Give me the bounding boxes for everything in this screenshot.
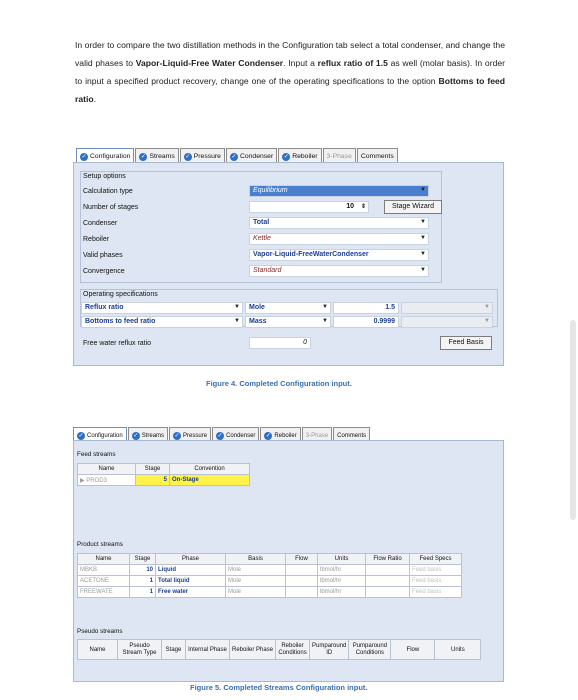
stages-input[interactable]: 10 ⇕: [249, 201, 369, 213]
stream-name: ▶ PROD3: [78, 475, 136, 486]
tab-comments[interactable]: Comments: [333, 427, 370, 441]
stream-name: MBKB: [78, 565, 130, 576]
dropdown-arrow-icon: ▼: [234, 318, 240, 324]
tab-reboiler[interactable]: ✓ Reboiler: [260, 427, 300, 441]
column-header: Reboiler Conditions: [276, 640, 310, 660]
column-header: Stage: [136, 464, 170, 475]
figure-5-caption: Figure 5. Completed Streams Configuration input.: [190, 683, 368, 692]
column-header: Flow: [391, 640, 435, 660]
valid-phases-label: Valid phases: [83, 252, 123, 259]
table-row[interactable]: [78, 576, 462, 587]
column-header: Convention: [170, 464, 250, 475]
phase-cell[interactable]: Liquid: [156, 565, 226, 576]
tab-3-phase[interactable]: 3-Phase: [323, 148, 356, 162]
calc-type-select[interactable]: Equilibrium ▼: [249, 185, 429, 197]
feed-specs-cell[interactable]: Feed basis: [410, 565, 462, 576]
spec2-units-select[interactable]: [401, 316, 493, 328]
flow-ratio-cell[interactable]: [366, 565, 410, 576]
check-icon: ✓: [231, 153, 237, 160]
column-header: Stage: [162, 640, 186, 660]
spec1-basis-select[interactable]: Mole ▼: [245, 302, 331, 314]
tab-pressure[interactable]: ✓ Pressure: [169, 427, 211, 441]
dropdown-arrow-icon: ▼: [322, 318, 328, 324]
basis-cell[interactable]: Mole: [226, 576, 286, 587]
column-header: Basis: [226, 554, 286, 565]
tab-streams[interactable]: ✓ Streams: [128, 427, 168, 441]
check-icon: ✓: [185, 153, 191, 160]
stage-cell[interactable]: 1: [130, 587, 156, 598]
pseudo-streams-title: Pseudo streams: [77, 628, 123, 635]
stages-label: Number of stages: [83, 204, 139, 211]
stage-wizard-button[interactable]: Stage Wizard: [384, 200, 442, 214]
spec1-value-input[interactable]: 1.5: [333, 302, 399, 314]
tab-reboiler[interactable]: ✓ Reboiler: [278, 148, 321, 162]
basis-cell[interactable]: Mole: [226, 565, 286, 576]
scrollbar[interactable]: [570, 320, 576, 520]
flow-cell[interactable]: [286, 565, 318, 576]
flow-ratio-cell[interactable]: [366, 576, 410, 587]
column-header: Name: [78, 554, 130, 565]
check-icon: ✓: [265, 432, 271, 439]
product-streams-title: Product streams: [77, 541, 123, 548]
spec1-units-select[interactable]: [401, 302, 493, 314]
column-header: Stage: [130, 554, 156, 565]
units-cell[interactable]: lbmol/hr: [318, 565, 366, 576]
valid-phases-select[interactable]: Vapor-Liquid-FreeWaterCondenser ▼: [249, 249, 429, 261]
tab-streams[interactable]: ✓ Streams: [135, 148, 178, 162]
feed-streams-table: [77, 463, 250, 486]
column-header: Units: [435, 640, 481, 660]
tab-configuration[interactable]: ✓ Configuration: [73, 427, 127, 441]
calc-type-label: Calculation type: [83, 188, 133, 195]
condenser-label: Condenser: [83, 220, 118, 227]
phase-cell[interactable]: Free water: [156, 587, 226, 598]
column-header: Phase: [156, 554, 226, 565]
column-header: Pumparound Conditions: [349, 640, 391, 660]
column-header: Pseudo Stream Type: [118, 640, 162, 660]
stage-cell[interactable]: 10: [130, 565, 156, 576]
column-header: Name: [78, 640, 118, 660]
check-icon: ✓: [174, 432, 180, 439]
spinner-icon[interactable]: ⇕: [360, 204, 366, 210]
free-water-label: Free water reflux ratio: [83, 340, 152, 347]
column-header: Internal Phase: [186, 640, 230, 660]
check-icon: ✓: [140, 153, 146, 160]
streams-panel: [73, 440, 504, 682]
check-icon: ✓: [133, 432, 139, 439]
table-row[interactable]: [78, 475, 250, 486]
column-header: Flow Ratio: [366, 554, 410, 565]
free-water-input[interactable]: 0: [249, 337, 311, 349]
feed-specs-cell[interactable]: Feed basis: [410, 576, 462, 587]
tab-configuration[interactable]: ✓ Configuration: [76, 148, 134, 162]
dropdown-arrow-icon: ▼: [484, 304, 490, 310]
figure-4-caption: Figure 4. Completed Configuration input.: [206, 379, 352, 388]
tab-condenser[interactable]: ✓ Condenser: [226, 148, 277, 162]
convergence-select[interactable]: Standard ▼: [249, 265, 429, 277]
dropdown-arrow-icon: ▼: [420, 235, 426, 241]
table-row[interactable]: [78, 565, 462, 576]
dropdown-arrow-icon: ▼: [322, 304, 328, 310]
stage-cell[interactable]: 5: [136, 475, 170, 486]
column-header: Pumparound ID: [310, 640, 349, 660]
fig4-tabbar: [76, 148, 399, 162]
basis-cell[interactable]: Mole: [226, 587, 286, 598]
column-header: Feed Specs: [410, 554, 462, 565]
product-streams-table: [77, 553, 462, 598]
stream-name: ACETONE: [78, 576, 130, 587]
units-cell[interactable]: lbmol/hr: [318, 587, 366, 598]
feed-specs-cell[interactable]: Feed basis: [410, 587, 462, 598]
configuration-panel: [73, 162, 504, 366]
column-header: Name: [78, 464, 136, 475]
flow-cell[interactable]: [286, 576, 318, 587]
column-header: Reboiler Phase: [230, 640, 276, 660]
units-cell[interactable]: lbmol/hr: [318, 576, 366, 587]
dropdown-arrow-icon: ▼: [420, 219, 426, 225]
dropdown-arrow-icon: ▼: [234, 304, 240, 310]
feed-basis-button[interactable]: Feed Basis: [440, 336, 492, 350]
dropdown-arrow-icon: ▼: [420, 251, 426, 257]
instruction-paragraph: In order to compare the two distillation methods in the Configuration tab select a total condenser, and change the valid phases to Vapor-Liquid-Free Water Condenser. Input a reflux ratio of 1.5 as well (molar basis). In order to input a specified product recovery, change one of the operating specifications to the option Bottoms to feed ratio.: [75, 40, 506, 104]
spec2-basis-select[interactable]: Mass ▼: [245, 316, 331, 328]
column-header: Flow: [286, 554, 318, 565]
table-row[interactable]: [78, 587, 462, 598]
reboiler-label: Reboiler: [83, 236, 110, 243]
tab-comments[interactable]: Comments: [357, 148, 398, 162]
reboiler-select[interactable]: Kettle ▼: [249, 233, 429, 245]
spec2-name-select[interactable]: Bottoms to feed ratio ▼: [81, 316, 243, 328]
convention-cell[interactable]: On-Stage: [170, 475, 250, 486]
spec1-name-select[interactable]: Reflux ratio ▼: [81, 302, 243, 314]
dropdown-arrow-icon: ▼: [420, 187, 426, 193]
column-header: Units: [318, 554, 366, 565]
check-icon: ✓: [78, 432, 84, 439]
phase-cell[interactable]: Total liquid: [156, 576, 226, 587]
stage-cell[interactable]: 1: [130, 576, 156, 587]
pseudo-streams-table: [77, 639, 481, 660]
tab-condenser[interactable]: ✓ Condenser: [212, 427, 259, 441]
fig5-tabbar: [73, 427, 371, 441]
stream-name: FREEWATE: [78, 587, 130, 598]
feed-streams-title: Feed streams: [77, 451, 116, 458]
check-icon: ✓: [81, 153, 87, 160]
setup-options-title: Setup options: [83, 173, 126, 180]
flow-cell[interactable]: [286, 587, 318, 598]
flow-ratio-cell[interactable]: [366, 587, 410, 598]
check-icon: ✓: [217, 432, 223, 439]
convergence-label: Convergence: [83, 268, 125, 275]
operating-specs-title: Operating specifications: [83, 291, 158, 298]
spec2-value-input[interactable]: 0.9999: [333, 316, 399, 328]
tab-pressure[interactable]: ✓ Pressure: [180, 148, 225, 162]
check-icon: ✓: [283, 153, 289, 160]
dropdown-arrow-icon: ▼: [484, 318, 490, 324]
dropdown-arrow-icon: ▼: [420, 267, 426, 273]
condenser-select[interactable]: Total ▼: [249, 217, 429, 229]
tab-3-phase[interactable]: 3-Phase: [302, 427, 332, 441]
